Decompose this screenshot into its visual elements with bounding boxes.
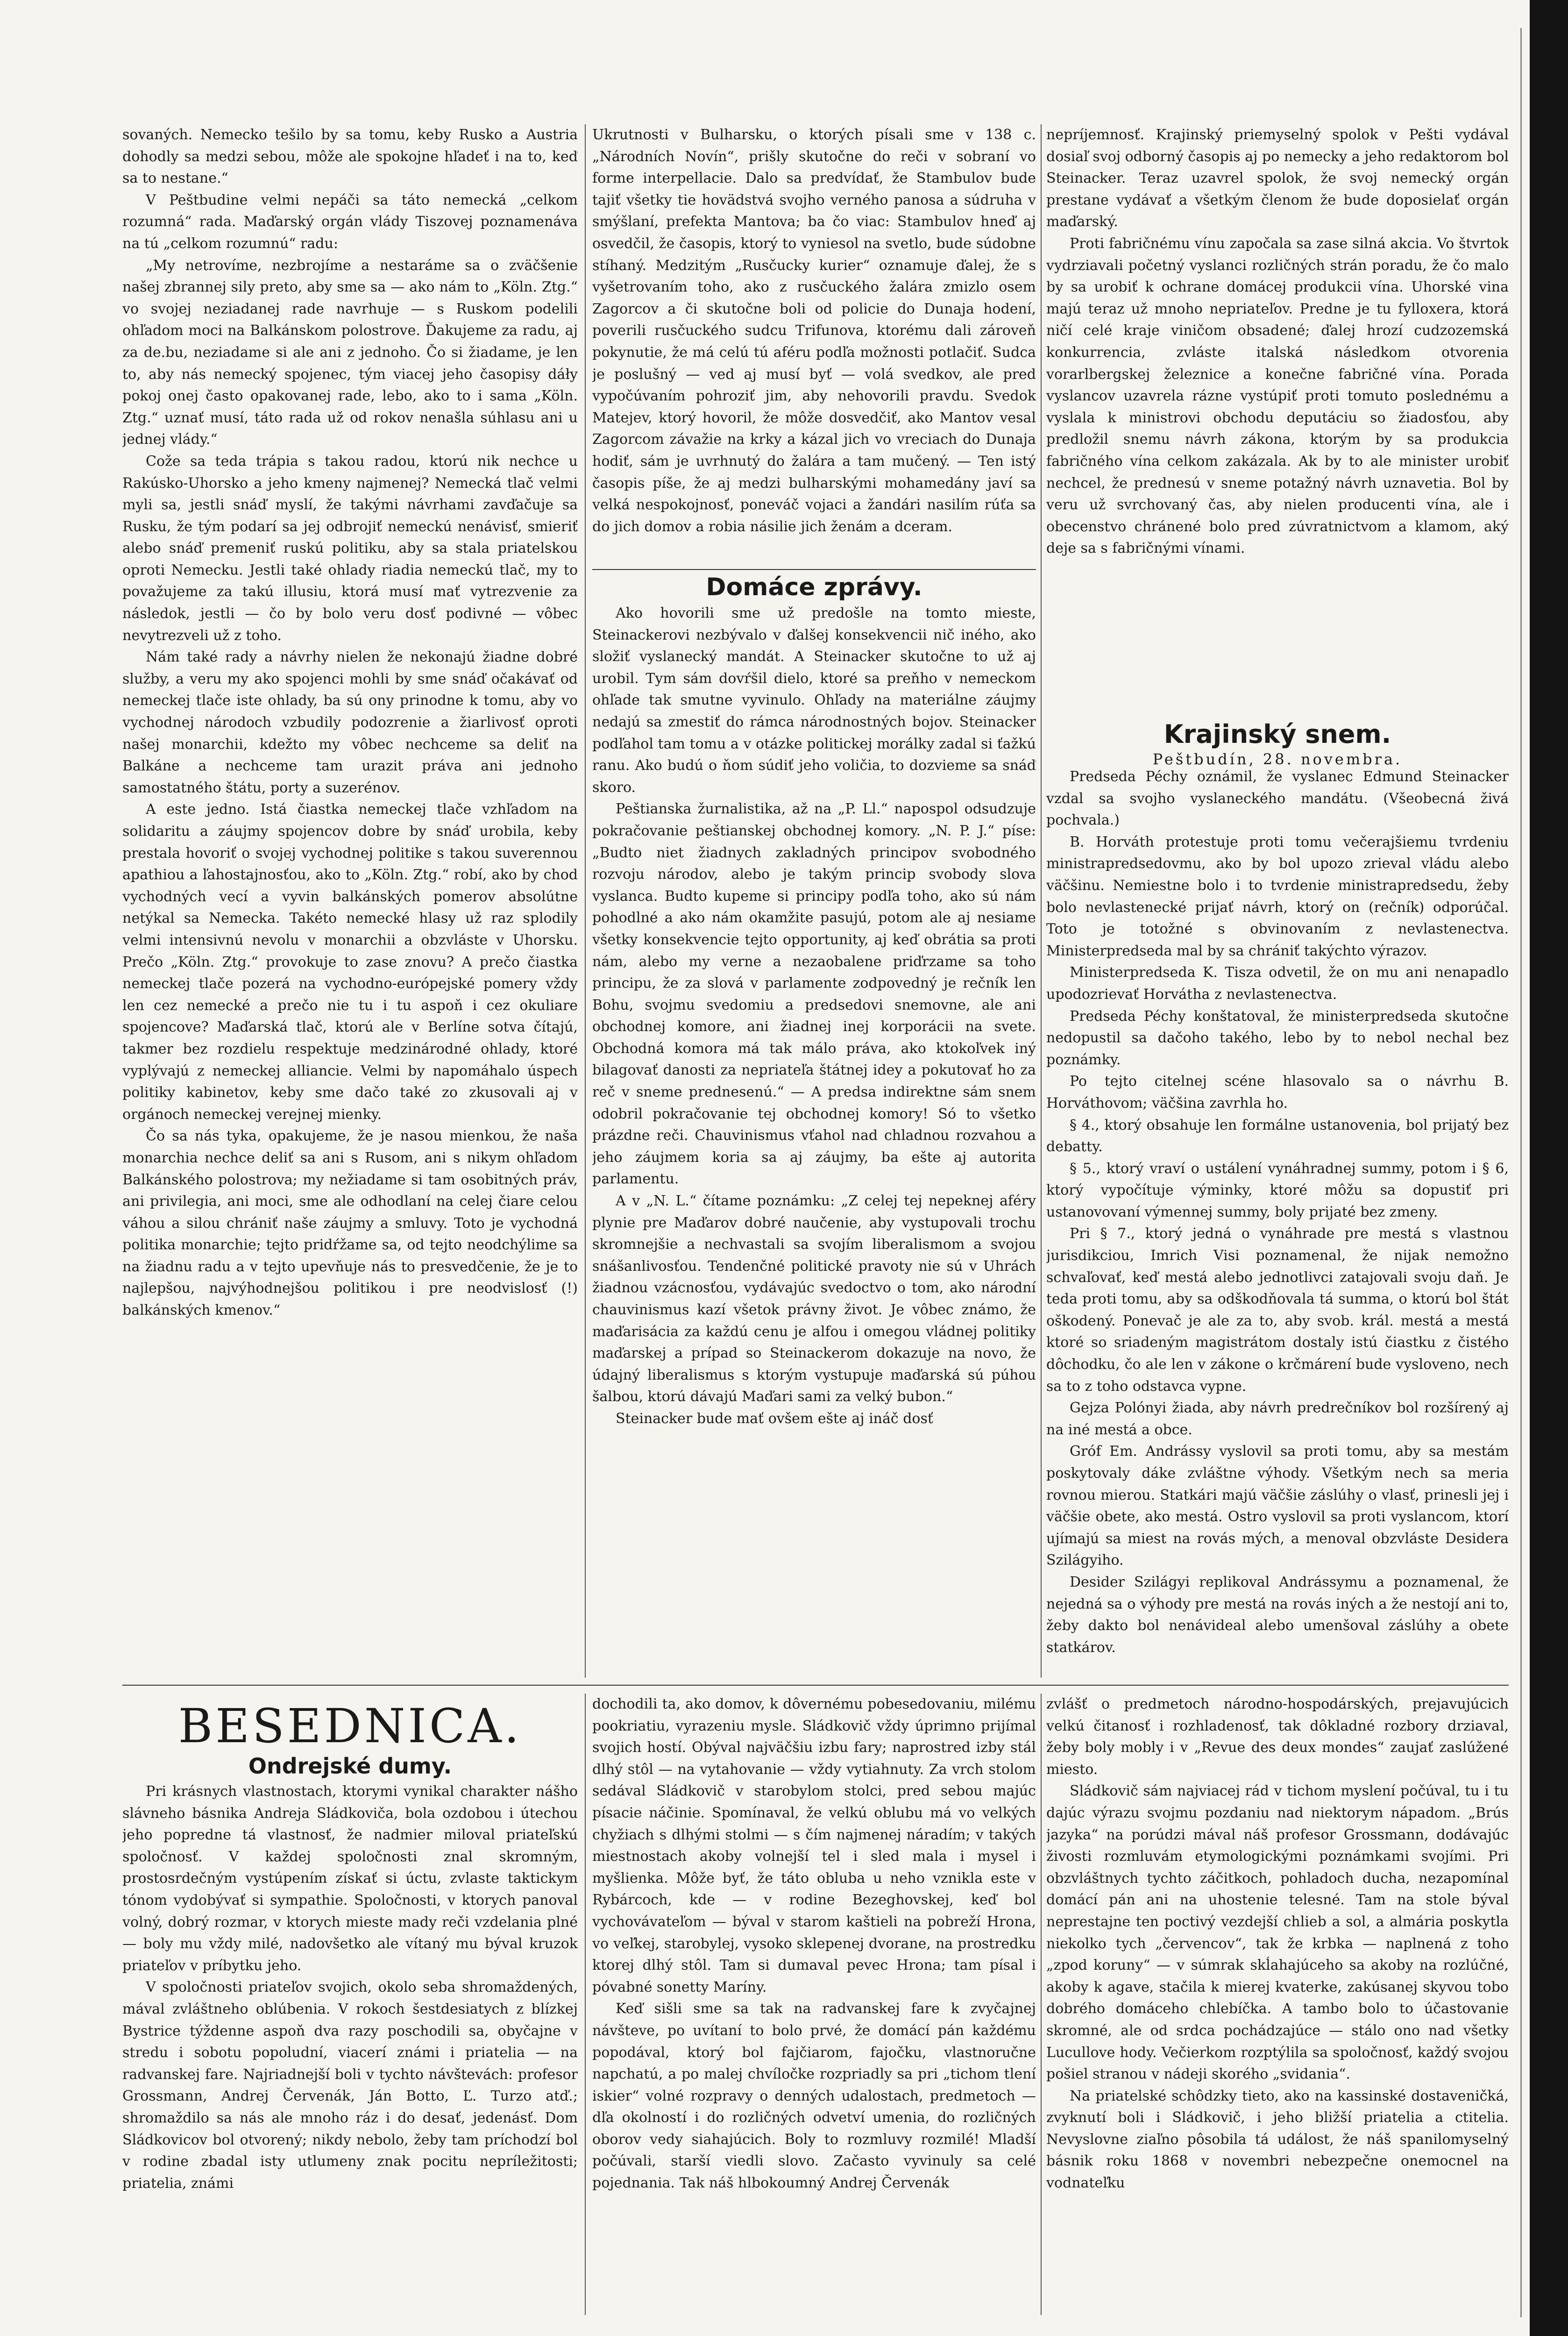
scan-border [1530,0,1568,2336]
column-1-article [122,124,578,1678]
feuilleton-heading: BESEDNICA. [178,1699,522,1753]
column-rule [585,124,586,1678]
section-rule [122,1685,1509,1686]
paragraph: nepríjemnosť. Krajinský priemyselný spolok v Pešti vydával dosiaľ svoj odborný časopis aj po nemecky a jeho redaktorom bol Steinacker. Teraz uzavrel spolok, že svoj nemecký orgán prestane vydávať a všetkým členom že bude doposielať orgán maďarský. [1046,127,1509,230]
feuilleton-subheading: Ondrejské dumy. [248,1753,452,1779]
paragraph: Steinacker bude mať ovšem ešte aj ináč dosť [616,1410,933,1427]
paragraph: B. Horváth protestuje proti tomu večerajšiemu tvrdeniu ministrapredsedovmu, ako by bol upozo zrieval vládu alebo väčšinu. Nemiestne bolo i to tvrdenie ministrapredsedu, žeby bolo nevlastenecké prijať návrh, ktorý on (rečník) odporúčal. Toto je totožné s obvinovaním z nevlastenectva. Ministerpredseda mal by sa chrániť takýchto výrazov. [1046,833,1509,959]
paragraph: „My netrovíme, nezbrojíme a nestaráme sa o zväčšenie našej zbrannej sily preto, aby sme sa — ako nám to „Köln. Ztg.“ vo svojej neziadanej rade navrhuje — s Ruskom podelili ohľadom moci na Balkánskom polostrove. Ďakujeme za radu, aj za de.bu, neziadame si ale ani z jednoho. Čo si žiadame, je len to, aby nás nemecký spojenec, tým viacej jeho časopisy dáły pokoj onej často opakovanej rade, lebo, ako to i sama „Köln. Ztg.“ uznať musí, táto rada už od rokov nenašla súhlasu ani u jednej vlády.“ [122,257,578,448]
paragraph: Pri krásnych vlastnostach, ktorymi vynikal charakter nášho slávneho básnika Andreja Sládkoviča, bola ozdobou i útechou jeho popredne tá vlastnosť, že nadmier miloval priateľskú spoločnosť. V každej spoločnosti znal skromným, prostosrdečným vystúpením získať si úctu, zvlaste taktickym tónom vydobývať si sympathie. Spoločnosti, v ktorych panoval volný, dobrý rozmar, v ktorych mieste mady reči vzdelania plné — boly mu vždy milé, nadovšetko ale vítaný mu býval kruzok priateľov v príbytku jeho. [122,1783,578,1974]
paragraph: Gróf Em. Andrássy vyslovil sa proti tomu, aby sa mestám poskytovaly dáke zvláštne výhody. Všetkým nech sa meria rovnou mierou. Statkári majú väčšie záslúhy o vlasť, prinesli jej i väčšie obete, ako mestá. Ostro vyslovil sa proti vyslancom, ktorí ujímajú sa miest na rovás mých, a menoval obzvláste Desidera Szilágyiho. [1046,1443,1509,1569]
column-rule [585,1694,586,2315]
paragraph: § 4., ktorý obsahuje len formálne ustanovenia, bol prijatý bez debatty. [1046,1117,1509,1155]
paragraph: Pri § 7., ktorý jedná o vynáhrade pre mestá s vlastnou jurisdikciou, Imrich Visi poznamenal, že nijak nemožno schvaľovať, keď mestá alebo jednotlivci zatajovali svoju daň. Je teda proti tomu, aby sa odškodňovala tá summa, o ktorú bol štát oškodený. Ponevač je ale za to, aby svob. král. mestá a mestá ktoré so sriadeným magistrátom dostaly istú čiastku z čistého dôchodku, čo ale len v zákone o krčmárení bude vysloveno, nech sa to z toho odstavca vypne. [1046,1225,1509,1395]
dateline: Peštbudín, 28. novembra. [1152,750,1403,768]
paragraph: Nám také rady a návrhy nielen že nekonajú žiadne dobré služby, a veru my ako spojenci mohli by sme snáď očakávať od nemeckej tlače iste ohlady, ba sú ony prinodne k tomu, aby vo vychodnej národoch vzbudily podozrenie a žiarlivosť oproti našej monarchii, kdežto my vôbec nechceme sa deliť na Balkáne a nechceme tam urazit práva ani jednoho samostatného štátu, porty a suzerénov. [122,649,578,796]
paragraph: Predseda Péchy oznámil, že vyslanec Edmund Steinacker vzdal sa svojho vyslaneckého mandátu. (Všeobecná živá pochvala.) [1046,769,1509,829]
domace-zpravy-section [592,603,1036,1677]
paragraph: § 5., ktorý vraví o ustálení vynáhradnej summy, potom i § 6, ktorý vypočítuje výminky, ktoré môžu sa dopustiť pri ustanovovaní výmennej summy, boly prijaté bez zmeny. [1046,1160,1509,1220]
besednica-column-2 [592,1694,1036,2315]
paragraph: V Peštbudine velmi nepáči sa táto nemecká „celkom rozumná“ rada. Maďarský orgán vlády Tiszovej poznamenáva na tú „celkom rozumnú“ radu: [122,192,578,252]
paragraph: sovaných. Nemecko tešilo by sa tomu, keby Rusko a Austria dohodly sa medzi sebou, môže ale spokojne hľadeť i na to, keď sa to nestane.“ [122,127,578,187]
paragraph: A este jedno. Istá čiastka nemeckej tlače vzhľadom na solidaritu a záujmy spojencov dobre by snáď urobila, keby prestala hovoriť o svojej vychodnej politike s takou suverennou apathiou a ľahostajnosťou, ako to „Köln. Ztg.“ robí, ako by chod vychodných vecí a vyvin balkánských pomerov absolútne netýkal sa Nemecka. Takéto nemecké hlasy už raz splodily velmi intensivnú nevolu v monarchii a obzvláste v Uhorsku. Prečo „Köln. Ztg.“ provokuje to zase znovu? A prečo čiastka nemeckej tlače pozerá na vychodno-európejské pomery vždy len cez nemecké a prečo nie tu i tu aspoň i cez okuliare spojencove? Maďarská tlač, ktorú ale v Berlíne sotva čítajú, takmer bez rozdielu respektuje medzinárodné ohlady, ktoré vyplývajú z nemeckej alliancie. Velmi by napomáhalo úspech politiky kabinetov, keby sme dačo také zo zkusovali aj v orgánoch nemeckej verejnej mienky. [122,801,578,1123]
krajinsky-snem-section [1046,766,1509,1677]
paragraph: Na priatelské schôdzky tieto, ako na kassinské dostaveničká, zvyknutí boli i Sládkovič, i jeho bližší priatelia a ctitelia. Nevyslovne ziaľno pôsobila tá událost, že náš spanilomyselný básnik roku 1868 v novembri nebezpečne onemocnel na vodnateľku [1046,2087,1509,2192]
paragraph: Proti fabričnému vínu započala sa zase silná akcia. Vo štvrtok vydrziavali početný vyslanci rozličných strán poradu, že čo malo by sa urobiť k ochrane domácej produkcii vína. Uhorské vina majú teraz už mnoho nepriateľov. Predne je tu fylloxera, ktorá ničí celé kraje viničom obsadené; ďalej hrozí cudzozemská konkurrencia, zvláste italská následkom otvorenia vorarlbergskej železnice a konečne fabričné vína. Porada vyslancov uzavrela rázne vystúpiť proti tomuto poslednému a vyslala k ministrovi obchodu deputáciu so žiadosťou, aby predložil snemu návrh zákona, ktorým by sa produkcia fabričného vína celkom zakázala. Ak by to ale minister urobiť nechcel, že prednesú v sneme potažný návrh uznavetia. Bol by veru už svrchovaný čas, aby nielen producenti vína, ale i obecenstvo chránené bolo pred zúvratnictvom a klamom, aký deje sa s fabričnými vínami. [1046,235,1509,557]
besednica-column-1 [122,1781,578,2314]
paragraph: Cože sa teda trápia s takou radou, ktorú nik nechce u Rakúsko-Uhorsko a jeho kmeny najmenej? Nemecká tlač velmi myli sa, jestli snáď myslí, že takými návrhami zavďačuje sa Rusku, že tým podarí sa jej odbrojiť nemeckú nenávisť, smieriť alebo snáď premeniť ruskú politiku, aby sa stala priatelskou oproti Nemecku. Jestli také ohlady riadia nemeckú tlač, my to považujeme za takú illusiu, ktorá musí mať vytrezvenie za následok, jestli — čo by bolo veru dosť podivné — vôbec nevytrezveli už z toho. [122,453,578,644]
paragraph: A v „N. L.“ čítame poznámku: „Z celej tej nepeknej aféry plynie pre Maďarov dobré naučenie, aby vystupovali trochu skromnejšie a nechvastali sa svojím liberalismom a svojou snášanlivosťou. Tendenčné politické pravoty nie sú v Uhrách žiadnou vzácnosťou, vydávajúc svedoctvo o tom, ako národní chauvinismus kazí všetok právny život. Je vôbec známo, že maďarisácia za každú cenu je alfou i omegou vládnej politiky maďarskej a prípad so Steinackerom dokazuje na novo, že údajný liberalismus s ktorým vystupuje maďarská sú púhou šalbou, ktorú dávajú Maďari sami za velký bubon.“ [592,1193,1036,1405]
paragraph: Predseda Péchy konštatoval, že ministerpredseda skutočne nedopustil sa dačoho takého, lebo by to nebol nechal bez poznámky. [1046,1008,1509,1068]
paragraph: Sládkovič sám najviacej rád v tichom myslení počúval, tu i tu dajúc výrazu svojmu pozdaniu nad niektorym nápadom. „Brús jazyka“ na porúdzi mával náš profesor Grossmann, dodávajúc živosti rozmluvám etymologickými poznámkami svojími. Pri obzvláštnych tychto záčitkoch, pohladoch ducha, nezapomínal domácí pán ani na uhostenie telesné. Tam na stole býval neprestajne ten poctivý vezdejší chlieb a sol, a almária poskytla niekolko tych „červencov“, tak že krbka — naplnená z toho „zpod koruny“ — v súmrak skĺahajúceho sa akoby na rozlúčné, akoby k agave, stačila k mierej kvaterke, zakúsanej skyvou tobo dobrého domáceho chlebíčka. A tambo bolo to účastovanie skromné, ale od srdca pochádzajúce — stálo ono nad všetky Lucullove hody. Večierkom rozptýlila sa spoločnosť, každý svojou pošiel stranou v nádeji skorého „svidania“. [1046,1783,1509,2083]
section-heading: Domáce zprávy. [706,573,922,601]
section-heading: Krajinský snem. [1164,719,1391,749]
paragraph: Desider Szilágyi replikoval Andrássymu a poznamenal, že nejedná sa o výhody pre mestá na rovás iných a že nestojí ani to, žeby dakto bol nenávideal alebo umenšoval záslúhy a obete statkárov. [1046,1574,1509,1656]
paragraph: zvlášť o predmetoch národno-hospodárských, prejavujúcich velkú čitanosť i rozhladenosť, tak dôkladné rozbory drziaval, žeby boly mobly i v „Revue des deux mondes“ zaujať zaslúžené miesto. [1046,1696,1509,1778]
paragraph: Gejza Polónyi žiada, aby návrh predrečníkov bol rozšírený aj na iné mestá a obce. [1046,1400,1509,1438]
paragraph: Ministerpredseda K. Tisza odvetil, že on mu ani nenapadlo upodozrievať Horvátha z nevlastenectva. [1046,964,1509,1003]
paragraph: Čo sa nás tyka, opakujeme, že je nasou mienkou, že naša monarchia nechce deliť sa ani s Rusom, ani s nikym ohľadom Balkánského polostrova; my nežiadame si tam osobitných práv, ani privilegia, ani moci, sme ale odhodlaní na celej čiare celou váhou a silou chrániť naše záujmy a smluvy. Toto je vychodná politika monarchie; tejto pridŕžame sa, od tejto neodchýlime sa na žiadnu radu a v tejto upevňuje nás to presvedčenie, že je to najlepšou, najvýhodnejšou politikou i pre neodvislosť (!) balkánských kmenov.“ [122,1128,578,1319]
page-fold-line [1520,28,1522,2317]
paragraph: V spoločnosti priateľov svojich, okolo seba shromaždených, mával zvláštneho oblúbenia. V rokoch šestdesiatych z blízkej Bystrice týždenne aspoň dva razy poschodili sa, obyčajne v stredu i sobotu popoludní, viacerí známi i priatelia — na radvanskej fare. Najriadnejší boli v tychto návštevách: profesor Grossmann, Andrej Červenák, Ján Botto, Ľ. Turzo atď.; shromaždilo sa nás ale mnoho ráz i do desať, jedenásť. Dom Sládkovicov bol otvorený; nikdy nebolo, žeby tam príchodzí bol v rodine zbadal isty utlumeny znak pocitu nepríležitosti; priatelia, známi [122,1979,578,2192]
column-3-article [1046,124,1509,713]
column-2-article [592,124,1036,570]
paragraph: Po tejto citelnej scéne hlasovalo sa o návrhu B. Horváthovom; väčšina zavrhla ho. [1046,1073,1509,1111]
paragraph: dochodili ta, ako domov, k dôvernému pobesedovaniu, milému pookriatiu, vyrazeniu mysle. Sládkovič vždy úprimno prijímal svojich hostí. Obýval najväčšiu izbu fary; naprostred izby stál dlhý stôl — na vytahovanie — vždy vytiahnuty. Za vrch stolom sedával Sládkovič v starobylom stolci, pred sebou majúc písacie náčinie. Spomínaval, že velkú oblubu má vo velkých chyžiach s dlhými stolmi — s čím najmenej náradím; v takých miestnostach akoby volnejší tel i sled mala i mysel i myšlienka. Môže byť, že táto obluba u neho vznikla este v Rybárcoch, kde — v rodine Bezeghovskej, keď bol vychovávateľom — býval v starom kaštieli na pobreží Hrona, vo veľkej, starobylej, vysoko sklepenej dvorane, na prostredku ktorej dlhý stôl. Tam si dumaval pevec Hrona; tam písal i póvabné sonetty Maríny. [592,1696,1036,1995]
paragraph: Ako hovorili sme už predošle na tomto mieste, Steinackerovi nezbývalo v ďalšej konsekvencii nič iného, ako složiť vyslanecký mandát. A Steinacker skutočne to už aj urobil. Tym sám dovŕšil dielo, ktoré sa preňho v nemeckom ohľade tak smutne vyvinulo. Ohľady na materiálne záujmy nedajú sa zmestiť do rámca národnostných bojov. Steinacker podľahol tam tomu a v otázke politickej morálky zadal si ťažkú ranu. Ako budú o ňom súdiť jeho voličia, to dozvieme sa snáď skoro. [592,605,1036,796]
column-rule [1041,1694,1042,2315]
paragraph: Ukrutnosti v Bulharsku, o ktorých písali sme v 138 c. „Národních Novín“, prišly skutočne do reči v sobraní vo forme interpellacie. Dalo sa predvídať, že Stambulov bude tajiť všetky tie hovädstvá svojho verného panosa a súdruha v smýšlaní, prefekta Mantova; ba čo viac: Stambulov hneď aj osvedčil, že časopis, ktorý to vyniesol na svetlo, bude súdobne stíhaný. Medzitým „Rusčucky kurier“ oznamuje ďalej, že s vyšetrovaním toho, ako z rusčuckého žalára zmizlo osem Zagorcov a či skutočne boli od policie do Dunaja hodení, poverili rusčuckého sudcu Trifunova, ktorému dali zároveň pokynutie, že má celú tú aféru podľa možnosti potlačiť. Sudca je poslušný — ved aj musí byť — volá svedkov, ale pred vypočúvaním pohroziť jim, aby nehovorili pravdu. Svedok Matejev, ktorý hovoril, že môže dosvedčiť, ako Mantov vesal Zagorcom závažie na krky a kázal jich vo vreciach do Dunaja hodiť, sám je uvrhnutý do žalára a tam mučený. — Ten istý časopis píše, že aj medzi bulharskými mohamedány javí sa velká nespokojnosť, poneváč vojaci a žandári nasilím rúťa sa do jich domov a robia násilie jich ženám a dceram. [592,127,1036,535]
besednica-column-3 [1046,1694,1509,2315]
paragraph: Keď sišli sme sa tak na radvanskej fare k zvyčajnej návšteve, po uvítaní to bolo prvé, že domácí pán každému popodával, ktorý bol fajčiarom, fajočku, vlastnoručne napchatú, a po malej chvíločke rozpriadly sa pri „tichom tlení iskier“ volné rozpravy o denných udalostach, predmetoch — dľa okolností i do rozličných odvetví umenia, do rozličných oborov vedy siahajúcich. Boly to rozmluvy rozmilé! Mladší počúvali, starší viedli slovo. Začasto vyvinuly sa celé pojednania. Tak náš hlbokoumný Andrej Červenák [592,2001,1036,2192]
paragraph: Peštianska žurnalistika, až na „P. Ll.“ napospol odsudzuje pokračovanie peštianskej obchodnej komory. „N. P. J.“ píse: „Budto niet žiadnych zakladných principov svobodného rozvoju národov, alebo je takým princip svobody slova vyslanca. Budto kupeme si principy podľa toho, ako sú nám pohodlné a ako nám okamžite pasujú, potom ale aj nesiame všetky konsekvencie tejto opportunity, aj keď obrátia sa proti nám, alebo my verne a nezaobalene priďrzame sa toho principu, že za slová v parlamente zodpovedný je rečník len Bohu, svojmu svedomiu a predsedovi snemovne, ale ani obchodnej komore, ani žiadnej inej korporácii na svete. Obchodná komora má tak málo práva, ako ktokoľvek iný bilagovať danosti za nepriateľa štátnej idey a pokutovať ho za reč v sneme prednesenú.“ — A predsa indirektne sám snem odobril pokračovanie tej obchodnej komory! Só to všetko prázdne reči. Chauvinismus vťahol nad chladnou rozvahou a jeho záujmem koria sa aj záujmy, ba ešte aj autorita parlamentu. [592,801,1036,1188]
column-rule [1041,124,1042,1678]
